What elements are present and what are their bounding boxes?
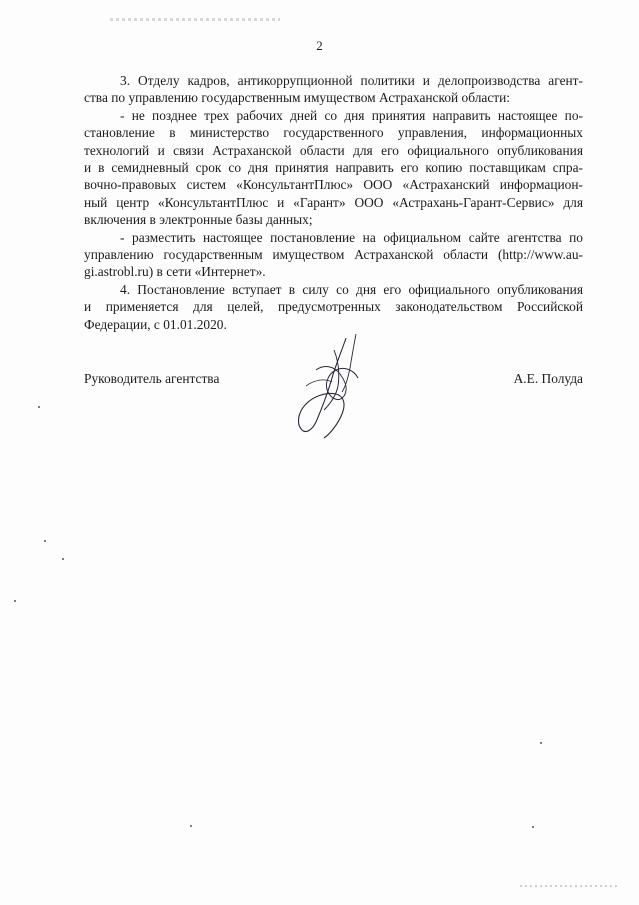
scan-speck	[44, 540, 46, 542]
scan-artifact	[520, 885, 620, 887]
handwritten-signature	[276, 330, 386, 442]
paragraph-line: становление в министерство государственного управления, информационных	[84, 125, 583, 141]
scan-speck	[38, 406, 40, 408]
paragraph-line: и в семидневный срок со дня принятия направить его копию поставщикам спра-	[84, 160, 583, 176]
paragraph-line: Федерации, с 01.01.2020.	[84, 316, 227, 332]
paragraph-line: 3. Отделу кадров, антикоррупционной политики и делопроизводства агент-	[120, 73, 583, 88]
scan-speck	[190, 825, 192, 827]
scan-artifact	[110, 18, 280, 21]
paragraph-line: 4. Постановление вступает в силу со дня его официального опубликования	[120, 281, 583, 297]
signer-name: А.Е. Полуда	[513, 371, 583, 386]
document-body	[84, 72, 583, 333]
paragraph-line: и применяется для целей, предусмотренных законодательством Российской	[84, 299, 583, 315]
paragraph-line: gi.astrobl.ru) в сети «Интернет».	[84, 264, 266, 280]
paragraph-line: ства по управлению государственным имуществом Астраханской области:	[84, 90, 511, 106]
paragraph-line: включения в электронные базы данных;	[84, 212, 313, 228]
paragraph-line: технологий и связи Астраханской области для его официального опубликования	[84, 142, 583, 158]
scan-speck	[14, 600, 16, 602]
scan-speck	[540, 742, 542, 744]
paragraph-line: ный центр «КонсультантПлюс и «Гарант» ООО «Астрахань-Гарант-Сервис» для	[84, 194, 583, 210]
page-number: 2	[316, 38, 323, 53]
paragraph-line: вочно-правовых систем «КонсультантПлюс» ООО «Астраханский информацион-	[84, 177, 583, 193]
paragraph-line: управлению государственным имуществом Астраханской области (http://www.au-	[84, 247, 583, 263]
scan-speck	[62, 558, 64, 560]
position-title: Руководитель агентства	[84, 371, 220, 386]
paragraph-line: - не позднее трех рабочих дней со дня принятия направить настоящее по-	[120, 107, 583, 123]
scan-speck	[532, 826, 534, 828]
paragraph-line: - разместить настоящее постановление на официальном сайте агентства по	[120, 229, 583, 245]
